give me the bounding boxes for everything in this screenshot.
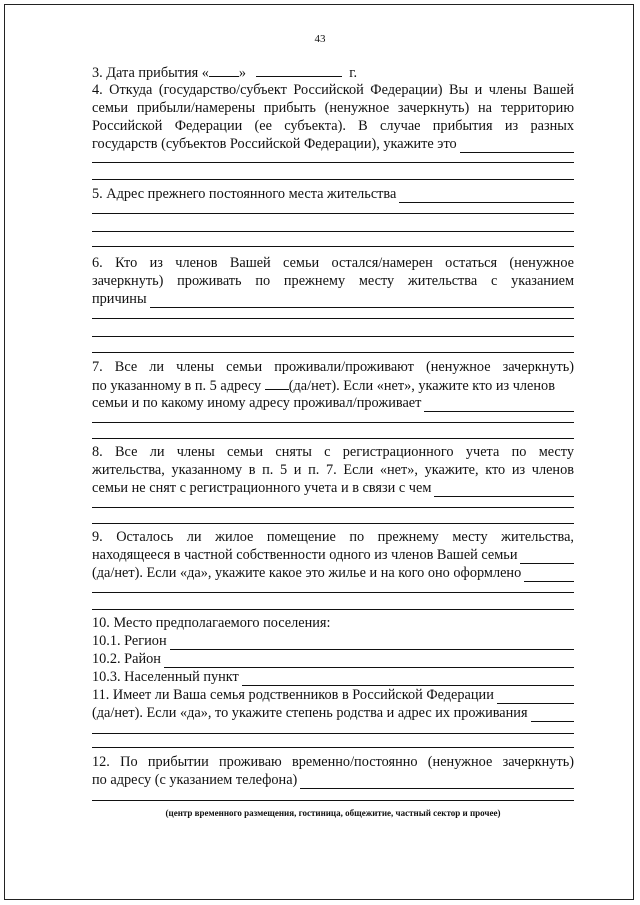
- blank-line[interactable]: [92, 438, 574, 439]
- year-suffix: г.: [349, 65, 358, 81]
- section12-line2: [92, 771, 574, 789]
- section9-text-a: находящееся в частной собственности одного из членов Вашей семьи: [92, 547, 518, 563]
- section9-line2: [92, 546, 574, 564]
- section7-text-a: по указанному в п. 5 адресу: [92, 378, 262, 394]
- section6-line1: 6. Кто из членов Вашей семьи остался/намерен остаться (ненужное: [92, 255, 574, 271]
- section9-line1: 9. Осталось ли жилое помещение по прежнему месту жительства,: [92, 529, 574, 545]
- property-yes-no-field[interactable]: [520, 550, 574, 564]
- section11-line2: [92, 704, 574, 722]
- blank-line[interactable]: [92, 352, 574, 353]
- section11-line1: [92, 686, 574, 704]
- section5-line1: [92, 185, 574, 203]
- section8-line3: [92, 479, 574, 497]
- residence-address-label: по адресу (с указанием телефона): [92, 772, 298, 788]
- section7-line2: [92, 376, 574, 395]
- relatives-details-field[interactable]: [531, 708, 574, 722]
- district-label: 10.2. Район: [92, 651, 161, 667]
- blank-line[interactable]: [92, 523, 574, 524]
- section9-line3: [92, 564, 574, 582]
- section7-line1: 7. Все ли члены семьи проживали/проживают (ненужное зачеркнуть): [92, 359, 574, 375]
- section8-line2: жительства, указанному в п. 5 и п. 7. Если «нет», укажите, кто из членов: [92, 462, 574, 478]
- section4-line1: 4. Откуда (государство/субъект Российской Федерации) Вы и члены Вашей: [92, 82, 574, 98]
- section12-line1: 12. По прибытии проживаю временно/постоянно (ненужное зачеркнуть): [92, 754, 574, 770]
- blank-line[interactable]: [92, 179, 574, 180]
- arrival-month-field[interactable]: [256, 63, 342, 77]
- page-number: 43: [314, 33, 326, 45]
- blank-line[interactable]: [92, 318, 574, 319]
- blank-line[interactable]: [92, 800, 574, 801]
- previous-address-label: 5. Адрес прежнего постоянного места жительства: [92, 186, 397, 202]
- section7-text-c: семьи и по какому иному адресу проживал/проживает: [92, 395, 422, 411]
- reasons-field[interactable]: [150, 294, 574, 308]
- blank-line[interactable]: [92, 336, 574, 337]
- section8-text: семьи не снят с регистрационного учета и в связи с чем: [92, 480, 432, 496]
- settlement-line: [92, 668, 574, 686]
- section4-line4: [92, 135, 574, 153]
- arrival-day-field[interactable]: [209, 63, 239, 77]
- deregistration-field[interactable]: [434, 483, 574, 497]
- relatives-label: 11. Имеет ли Ваша семья родственников в Российской Федерации: [92, 687, 494, 703]
- residence-type-hint: (центр временного размещения, гостиница, общежитие, частный сектор и прочее): [165, 808, 501, 818]
- district-line: [92, 650, 574, 668]
- blank-line[interactable]: [92, 422, 574, 423]
- relatives-yes-no-field[interactable]: [497, 690, 574, 704]
- arrival-date-line: [92, 63, 574, 82]
- section6-line3: [92, 290, 574, 308]
- region-label: 10.1. Регион: [92, 633, 167, 649]
- district-field[interactable]: [164, 654, 574, 668]
- blank-line[interactable]: [92, 162, 574, 163]
- blank-line[interactable]: [92, 507, 574, 508]
- blank-line[interactable]: [92, 592, 574, 593]
- property-details-field[interactable]: [524, 568, 574, 582]
- previous-address-field[interactable]: [399, 189, 574, 203]
- residence-address-field[interactable]: [300, 775, 574, 789]
- yes-no-field[interactable]: [265, 376, 289, 390]
- section7-text-b: (да/нет). Если «нет», укажите кто из членов: [288, 378, 555, 394]
- region-line: [92, 632, 574, 650]
- settlement-field[interactable]: [242, 672, 574, 686]
- settlement-label: 10.3. Населенный пункт: [92, 669, 239, 685]
- blank-line[interactable]: [92, 213, 574, 214]
- other-address-field[interactable]: [424, 398, 574, 412]
- blank-line[interactable]: [92, 733, 574, 734]
- section9-text-b: (да/нет). Если «да», укажите какое это жилье и на кого оно оформлено: [92, 565, 522, 581]
- quote-close: »: [238, 65, 247, 81]
- reasons-label: причины: [92, 291, 147, 307]
- blank-line[interactable]: [92, 747, 574, 748]
- region-field[interactable]: [170, 636, 574, 650]
- arrival-date-label: 3. Дата прибытия «: [92, 65, 209, 81]
- relatives-details-label: (да/нет). Если «да», то укажите степень родства и адрес их проживания: [92, 705, 528, 721]
- section6-line2: зачеркнуть) проживать по прежнему месту жительства с указанием: [92, 273, 574, 289]
- section4-line3: Российской Федерации (ее субъекта). В случае прибытия из разных: [92, 118, 574, 134]
- blank-line[interactable]: [92, 231, 574, 232]
- section4-line2: семьи прибыли/намерены прибыть (ненужное зачеркнуть) на территорию: [92, 100, 574, 116]
- origin-field[interactable]: [460, 139, 574, 153]
- section4-line4-text: государств (субъектов Российской Федерации), укажите это: [92, 136, 457, 152]
- section7-line3: [92, 394, 574, 412]
- section10-title: 10. Место предполагаемого поселения:: [92, 615, 331, 631]
- section8-line1: 8. Все ли члены семьи сняты с регистрационного учета по месту: [92, 444, 574, 460]
- blank-line[interactable]: [92, 609, 574, 610]
- blank-line[interactable]: [92, 246, 574, 247]
